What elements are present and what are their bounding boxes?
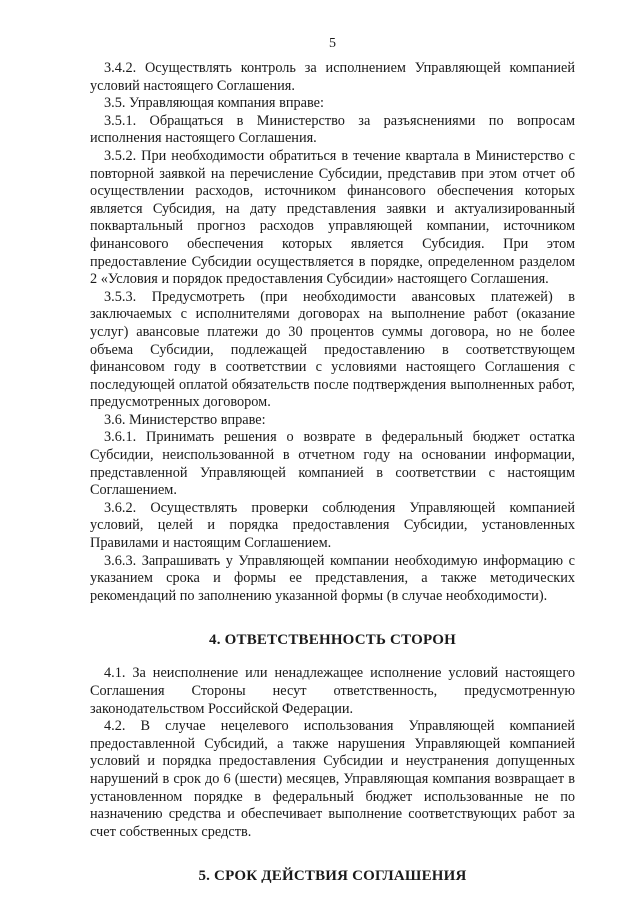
page-number: 5 bbox=[329, 36, 336, 51]
paragraph-3-6-3: 3.6.3. Запрашивать у Управляющей компании необходимую информацию с указанием срока и формы ее представления, а также методических рекомендаций по заполнению указанной формы (в случае необходимости). bbox=[90, 552, 575, 604]
section-5-heading: 5. СРОК ДЕЙСТВИЯ СОГЛАШЕНИЯ bbox=[198, 868, 467, 885]
paragraph-3-5-2: 3.5.2. При необходимости обратиться в течение квартала в Министерство с повторной заявкой на перечисление Субсидии, представив при этом отчет об осуществлении расходов, источником финансового обеспечения которых является Субсидия, на дату представления заявки и актуализированный поквартальный прогноз расходов управляющей компании, источником финансового обеспечения которых является Субсидия. При этом предоставление Субсидии осуществляется в порядке, определенном разделом 2 «Условия и порядок предоставления Субсидии» настоящего Соглашения. bbox=[90, 147, 575, 288]
paragraph-3-6-2: 3.6.2. Осуществлять проверки соблюдения Управляющей компанией условий, целей и порядка предоставления Субсидии, установленных Правилами и настоящим Соглашением. bbox=[90, 499, 575, 552]
paragraph-3-4-2: 3.4.2. Осуществлять контроль за исполнением Управляющей компанией условий настоящего Соглашения. bbox=[90, 60, 575, 94]
paragraph-3-5-1: 3.5.1. Обращаться в Министерство за разъяснениями по вопросам исполнения настоящего Соглашения. bbox=[90, 112, 575, 147]
document-page bbox=[90, 36, 575, 885]
paragraph-3-6-1: 3.6.1. Принимать решения о возврате в федеральный бюджет остатка Субсидии, неиспользованной в отчетном году на основании информации, представленной Управляющей компанией в соответствии с настоящим Соглашением. bbox=[90, 429, 575, 499]
section-4-heading: 4. ОТВЕТСТВЕННОСТЬ СТОРОН bbox=[209, 632, 456, 649]
paragraph-3-6: 3.6. Министерство вправе: bbox=[104, 411, 266, 428]
paragraph-4-2: 4.2. В случае нецелевого использования Управляющей компанией предоставленной Субсидий, а также нарушения Управляющей компанией условий и порядка предоставления Субсидии и неустранения допущенных нарушений в срок до 6 (шести) месяцев, Управляющая компания возвращает в установленном порядке в федеральный бюджет использованные не по назначению средства и обеспечивает выполнение соответствующих работ за счет собственных средств. bbox=[90, 718, 575, 840]
paragraph-3-5: 3.5. Управляющая компания вправе: bbox=[104, 95, 324, 112]
paragraph-4-1: 4.1. За неисполнение или ненадлежащее исполнение условий настоящего Соглашения Стороны несут ответственность, предусмотренную законодательством Российской Федерации. bbox=[90, 665, 575, 717]
paragraph-3-5-3: 3.5.3. Предусмотреть (при необходимости авансовых платежей) в заключаемых с исполнителями договорах на выполнение работ (оказание услуг) авансовые платежи до 30 процентов суммы договора, но не более объема Субсидии, подлежащей предоставлению в соответствующем финансовом году в соответствии с условиями настоящего Соглашения с последующей оплатой обязательств после подтверждения выполненных работ, предусмотренных договором. bbox=[90, 288, 575, 411]
